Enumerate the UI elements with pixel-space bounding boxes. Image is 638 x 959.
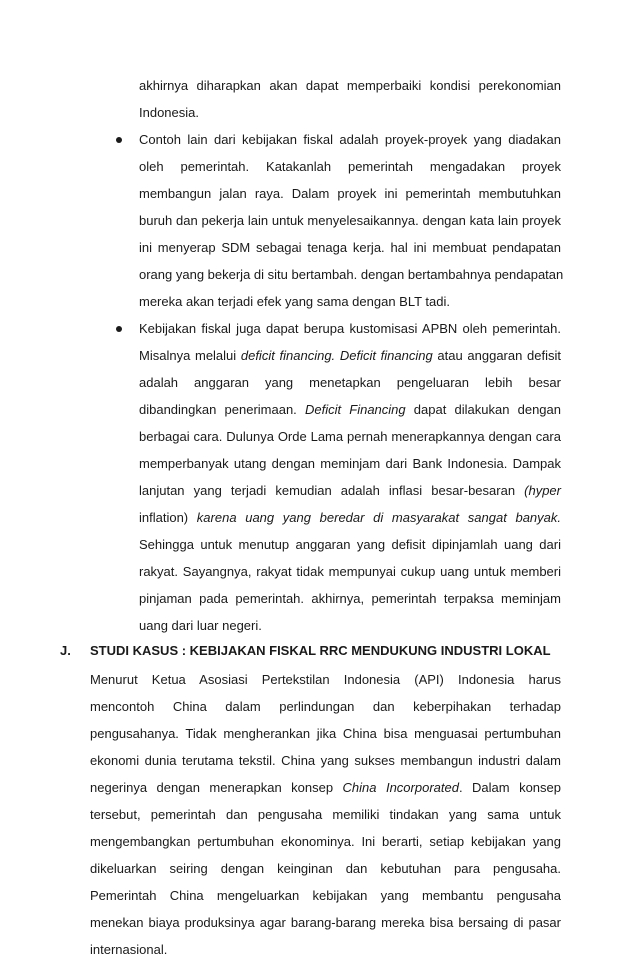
paragraph-line: internasional.	[90, 942, 168, 957]
bullet-icon	[116, 326, 122, 332]
text-segment: dibandingkan penerimaan.	[139, 402, 305, 417]
italic-term: (hyper	[524, 483, 561, 498]
italic-term: karena uang yang beredar di masyarakat sangat banyak.	[188, 510, 561, 525]
text-segment: negerinya dengan menerapkan konsep	[90, 780, 343, 795]
bullet-line	[139, 401, 561, 419]
bullet-line: orang yang bekerja di situ bertambah. dengan bertambahnya pendapatan	[139, 267, 564, 282]
bullet-line	[139, 347, 561, 365]
section-letter: J.	[60, 643, 71, 658]
paragraph-line: mencontoh China dalam perlindungan dan keberpihakan terhadap	[90, 699, 561, 714]
text-segment: inflation)	[139, 510, 189, 525]
paragraph-line: Menurut Ketua Asosiasi Pertekstilan Indonesia (API) Indonesia harus	[90, 672, 561, 687]
paragraph-line: tersebut, pemerintah dan pengusaha memiliki tindakan yang sama untuk	[90, 807, 561, 822]
paragraph-line: akhirnya diharapkan akan dapat memperbaiki kondisi perekonomian	[139, 78, 561, 93]
italic-term: China Incorporated	[342, 780, 459, 795]
bullet-line: adalah anggaran yang menetapkan pengeluaran lebih besar	[139, 375, 561, 390]
bullet-line: Kebijakan fiskal juga dapat berupa kustomisasi APBN oleh pemerintah.	[139, 321, 561, 336]
bullet-line: Sehingga untuk menutup anggaran yang defisit dipinjamlah uang dari	[139, 537, 561, 552]
italic-term: Deficit Financing	[304, 402, 406, 417]
paragraph-line: mengembangkan pertumbuhan ekonominya. Ini berarti, setiap kebijakan yang	[90, 834, 561, 849]
bullet-line: ini menyerap SDM sebagai tenaga kerja. hal ini membuat pendapatan	[139, 240, 561, 255]
paragraph-line: menekan biaya produksinya agar barang-barang mereka bisa bersaing di pasar	[90, 915, 561, 930]
bullet-line: uang dari luar negeri.	[139, 618, 262, 633]
bullet-line	[139, 509, 561, 527]
bullet-line: buruh dan pekerja lain untuk menyelesaikannya. dengan kata lain proyek	[139, 213, 561, 228]
bullet-line	[139, 482, 561, 500]
paragraph-line: dikeluarkan seiring dengan keinginan dan kebutuhan para pengusaha.	[90, 861, 561, 876]
bullet-line: oleh pemerintah. Katakanlah pemerintah mengadakan proyek	[139, 159, 561, 174]
bullet-line: memperbanyak utang dengan meminjam dari Bank Indonesia. Dampak	[139, 456, 561, 471]
text-segment: lanjutan yang terjadi kemudian adalah inflasi besar-besaran	[139, 483, 525, 498]
paragraph-line: pengusahanya. Tidak mengherankan jika China bisa menguasai pertumbuhan	[90, 726, 561, 741]
paragraph-line	[90, 779, 561, 797]
bullet-line: Contoh lain dari kebijakan fiskal adalah proyek-proyek yang diadakan	[139, 132, 561, 147]
paragraph-line: Pemerintah China mengeluarkan kebijakan yang membantu pengusaha	[90, 888, 561, 903]
paragraph-line: Indonesia.	[139, 105, 199, 120]
bullet-line: pinjaman pada pemerintah. akhirnya, pemerintah terpaksa meminjam	[139, 591, 561, 606]
bullet-line: membangun jalan raya. Dalam proyek ini pemerintah membutuhkan	[139, 186, 561, 201]
text-segment: . Dalam konsep	[458, 780, 561, 795]
text-segment: Misalnya melalui	[139, 348, 241, 363]
section-title: STUDI KASUS : KEBIJAKAN FISKAL RRC MENDUKUNG INDUSTRI LOKAL	[90, 643, 551, 658]
bullet-icon	[116, 137, 122, 143]
italic-term: Deficit financing	[339, 348, 433, 363]
text-segment: atau anggaran defisit	[432, 348, 561, 363]
italic-term: deficit financing.	[240, 348, 336, 363]
bullet-line: rakyat. Sayangnya, rakyat tidak mempunyai cukup uang untuk memberi	[139, 564, 561, 579]
bullet-line: mereka akan terjadi efek yang sama dengan BLT tadi.	[139, 294, 450, 309]
bullet-line: berbagai cara. Dulunya Orde Lama pernah menerapkannya dengan cara	[139, 429, 561, 444]
paragraph-line: ekonomi dunia terutama tekstil. China yang sukses membangun industri dalam	[90, 753, 561, 768]
text-segment: dapat dilakukan dengan	[405, 402, 561, 417]
